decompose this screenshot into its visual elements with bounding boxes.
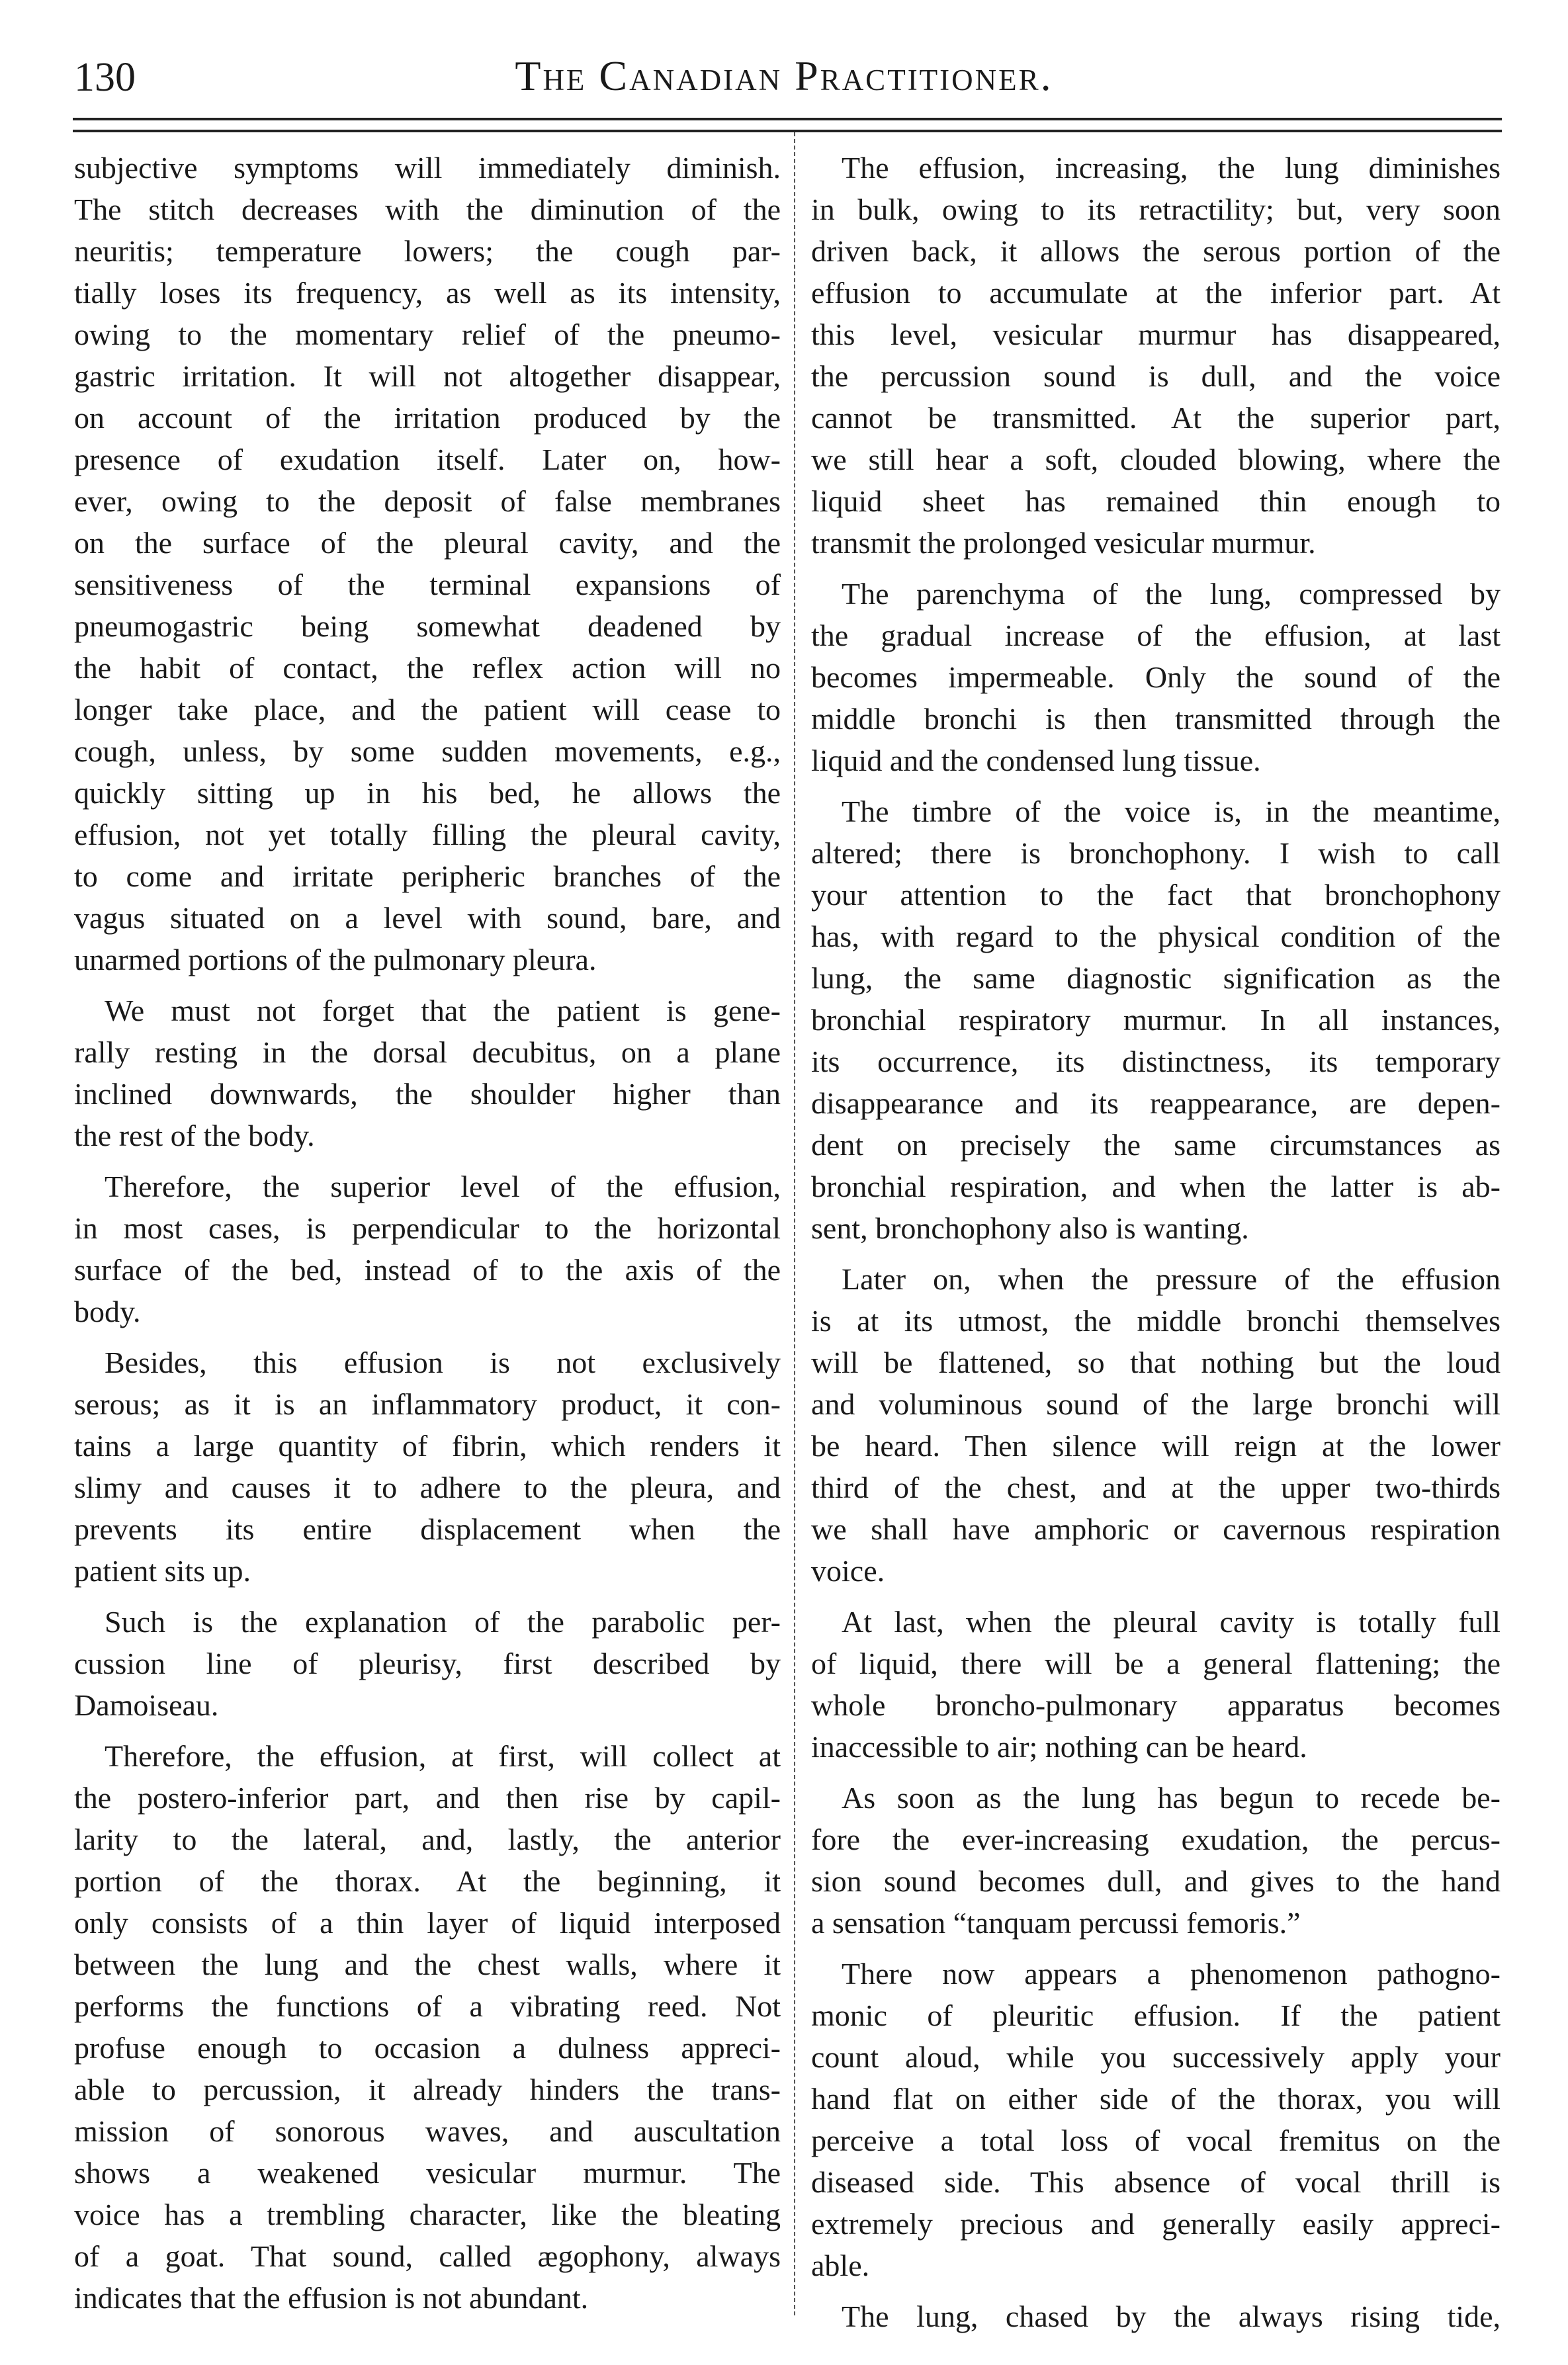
paragraph: [74, 1166, 781, 1332]
paragraph: [74, 147, 781, 980]
text-line: diseased side. This absence of vocal thrill is: [811, 2165, 1501, 2199]
running-head-title: The Canadian Practitioner.: [515, 52, 1053, 99]
text-line: mission of sonorous waves, and auscultation: [74, 2114, 781, 2148]
text-line: prevents its entire displacement when the: [74, 1512, 781, 1546]
text-line: quickly sitting up in his bed, he allows the: [74, 776, 781, 810]
paragraph: [811, 1601, 1501, 1768]
text-line: monic of pleuritic effusion. If the patient: [811, 1999, 1501, 2032]
text-line: Therefore, the effusion, at first, will collect at: [105, 1739, 781, 1773]
text-line: fore the ever-increasing exudation, the percus-: [811, 1823, 1501, 1856]
text-line: inclined downwards, the shoulder higher than: [74, 1077, 781, 1111]
text-line: Later on, when the pressure of the effusion: [842, 1262, 1501, 1296]
text-line: The lung, chased by the always rising tide,: [842, 2300, 1501, 2333]
text-line: shows a weakened vesicular murmur. The: [74, 2156, 781, 2190]
text-line: will be flattened, so that nothing but the loud: [811, 1346, 1501, 1379]
text-line: in most cases, is perpendicular to the horizontal: [74, 1211, 781, 1245]
text-line: lung, the same diagnostic signification as the: [811, 961, 1501, 995]
text-line: Such is the explanation of the parabolic per-: [105, 1605, 781, 1639]
text-line: The stitch decreases with the diminution of the: [74, 193, 781, 226]
text-line: We must not forget that the patient is gene-: [105, 994, 781, 1027]
text-line: and voluminous sound of the large bronchi will: [811, 1387, 1501, 1421]
text-line: unarmed portions of the pulmonary pleura.: [74, 943, 597, 976]
text-line: owing to the momentary relief of the pneumo-: [74, 318, 781, 351]
text-line: dent on precisely the same circumstances as: [811, 1128, 1501, 1162]
text-line: serous; as it is an inflammatory product, it con-: [74, 1387, 781, 1421]
text-line: on the surface of the pleural cavity, and the: [74, 526, 781, 560]
text-line: Besides, this effusion is not exclusively: [105, 1346, 781, 1379]
paragraph: [811, 1258, 1501, 1592]
text-line: the percussion sound is dull, and the voice: [811, 359, 1501, 393]
text-line: is at its utmost, the middle bronchi themselves: [811, 1304, 1501, 1338]
text-line: between the lung and the chest walls, where it: [74, 1948, 781, 1981]
text-line: of liquid, there will be a general flattening; the: [811, 1647, 1501, 1680]
text-line: able.: [811, 2249, 870, 2282]
text-line: middle bronchi is then transmitted through the: [811, 702, 1501, 736]
text-line: profuse enough to occasion a dulness appreci-: [74, 2031, 781, 2065]
text-line: liquid sheet has remained thin enough to: [811, 484, 1501, 518]
text-line: transmit the prolonged vesicular murmur.: [811, 526, 1316, 560]
text-line: Damoiseau.: [74, 1688, 219, 1722]
text-line: able to percussion, it already hinders the trans-: [74, 2073, 781, 2106]
text-line: indicates that the effusion is not abundant.: [74, 2281, 589, 2315]
text-line: As soon as the lung has begun to recede be-: [842, 1781, 1501, 1815]
paragraph: [74, 990, 781, 1156]
text-line: inaccessible to air; nothing can be heard.: [811, 1730, 1307, 1764]
text-line: tially loses its frequency, as well as its intensity,: [74, 276, 781, 310]
text-line: sion sound becomes dull, and gives to the hand: [811, 1864, 1501, 1898]
text-line: be heard. Then silence will reign at the lower: [811, 1429, 1501, 1463]
text-line: in bulk, owing to its retractility; but, very soon: [811, 193, 1501, 226]
text-line: a sensation “tanquam percussi femoris.”: [811, 1906, 1301, 1940]
header-rule-bottom: [73, 130, 1502, 132]
text-line: liquid and the condensed lung tissue.: [811, 744, 1261, 777]
text-line: ever, owing to the deposit of false membranes: [74, 484, 781, 518]
right-column: [811, 147, 1501, 2337]
text-line: At last, when the pleural cavity is totally full: [842, 1605, 1501, 1639]
text-line: performs the functions of a vibrating reed. Not: [74, 1989, 781, 2023]
text-line: longer take place, and the patient will cease to: [74, 693, 781, 726]
text-line: disappearance and its reappearance, are depen-: [811, 1086, 1501, 1120]
text-line: its occurrence, its distinctness, its temporary: [811, 1045, 1501, 1078]
text-line: pneumogastric being somewhat deadened by: [74, 609, 781, 643]
text-line: on account of the irritation produced by the: [74, 401, 781, 435]
text-line: of a goat. That sound, called ægophony, always: [74, 2239, 781, 2273]
text-line: rally resting in the dorsal decubitus, on a plane: [74, 1035, 781, 1069]
text-line: effusion to accumulate at the inferior part. At: [811, 276, 1501, 310]
text-line: your attention to the fact that bronchophony: [811, 878, 1501, 912]
text-line: sent, bronchophony also is wanting.: [811, 1211, 1249, 1245]
text-line: portion of the thorax. At the beginning, it: [74, 1864, 781, 1898]
paragraph: [811, 1953, 1501, 2286]
text-line: presence of exudation itself. Later on, how-: [74, 443, 781, 476]
text-line: whole broncho-pulmonary apparatus becomes: [811, 1688, 1501, 1722]
text-line: the habit of contact, the reflex action will no: [74, 651, 781, 685]
text-line: effusion, not yet totally filling the pleural cavity,: [74, 818, 781, 851]
text-line: tains a large quantity of fibrin, which renders it: [74, 1429, 781, 1463]
text-line: bronchial respiratory murmur. In all instances,: [811, 1003, 1501, 1037]
text-line: cussion line of pleurisy, first described by: [74, 1647, 781, 1680]
text-line: bronchial respiration, and when the latter is ab-: [811, 1170, 1501, 1203]
text-line: sensitiveness of the terminal expansions of: [74, 568, 781, 601]
paragraph: [811, 791, 1501, 1249]
text-line: the gradual increase of the effusion, at last: [811, 619, 1501, 652]
text-line: gastric irritation. It will not altogether disappear,: [74, 359, 781, 393]
text-line: the postero-inferior part, and then rise by capil-: [74, 1781, 781, 1815]
text-line: this level, vesicular murmur has disappeared,: [811, 318, 1501, 351]
paragraph: [811, 573, 1501, 781]
text-line: altered; there is bronchophony. I wish to call: [811, 836, 1501, 870]
header-rule-top: [73, 118, 1502, 120]
text-line: The timbre of the voice is, in the meantime,: [842, 795, 1501, 828]
text-line: hand flat on either side of the thorax, you will: [811, 2082, 1501, 2116]
text-line: There now appears a phenomenon pathogno-: [842, 1957, 1501, 1991]
paragraph: [811, 147, 1501, 564]
text-line: we still hear a soft, clouded blowing, where the: [811, 443, 1501, 476]
text-line: perceive a total loss of vocal fremitus on the: [811, 2124, 1501, 2157]
text-line: cough, unless, by some sudden movements, e.g.,: [74, 734, 781, 768]
text-line: becomes impermeable. Only the sound of the: [811, 660, 1501, 694]
paragraph: [74, 1342, 781, 1592]
page-number: 130: [74, 55, 136, 100]
text-line: only consists of a thin layer of liquid interposed: [74, 1906, 781, 1940]
text-line: driven back, it allows the serous portion of the: [811, 234, 1501, 268]
text-line: surface of the bed, instead of to the axis of the: [74, 1253, 781, 1287]
text-line: third of the chest, and at the upper two-thirds: [811, 1471, 1501, 1504]
paragraph: [74, 1601, 781, 1726]
column-divider: [794, 132, 795, 2315]
text-line: slimy and causes it to adhere to the pleura, and: [74, 1471, 781, 1504]
text-line: has, with regard to the physical condition of the: [811, 920, 1501, 953]
text-line: body.: [74, 1295, 141, 1328]
text-line: The parenchyma of the lung, compressed by: [842, 577, 1501, 611]
paragraph: [811, 2296, 1501, 2337]
text-line: voice has a trembling character, like the bleating: [74, 2198, 781, 2231]
text-line: extremely precious and generally easily appreci-: [811, 2207, 1501, 2241]
left-column: [74, 147, 781, 2319]
paragraph: [74, 1735, 781, 2319]
text-line: subjective symptoms will immediately diminish.: [74, 151, 781, 185]
text-line: The effusion, increasing, the lung diminishes: [842, 151, 1501, 185]
text-line: the rest of the body.: [74, 1119, 315, 1152]
text-line: we shall have amphoric or cavernous respiration: [811, 1512, 1501, 1546]
text-line: neuritis; temperature lowers; the cough par-: [74, 234, 781, 268]
text-line: larity to the lateral, and, lastly, the anterior: [74, 1823, 781, 1856]
text-line: patient sits up.: [74, 1554, 251, 1588]
text-line: to come and irritate peripheric branches of the: [74, 859, 781, 893]
text-line: voice.: [811, 1554, 885, 1588]
text-line: cannot be transmitted. At the superior part,: [811, 401, 1501, 435]
text-line: count aloud, while you successively apply your: [811, 2040, 1501, 2074]
paragraph: [811, 1777, 1501, 1944]
text-line: Therefore, the superior level of the effusion,: [105, 1170, 781, 1203]
text-line: vagus situated on a level with sound, bare, and: [74, 901, 781, 935]
